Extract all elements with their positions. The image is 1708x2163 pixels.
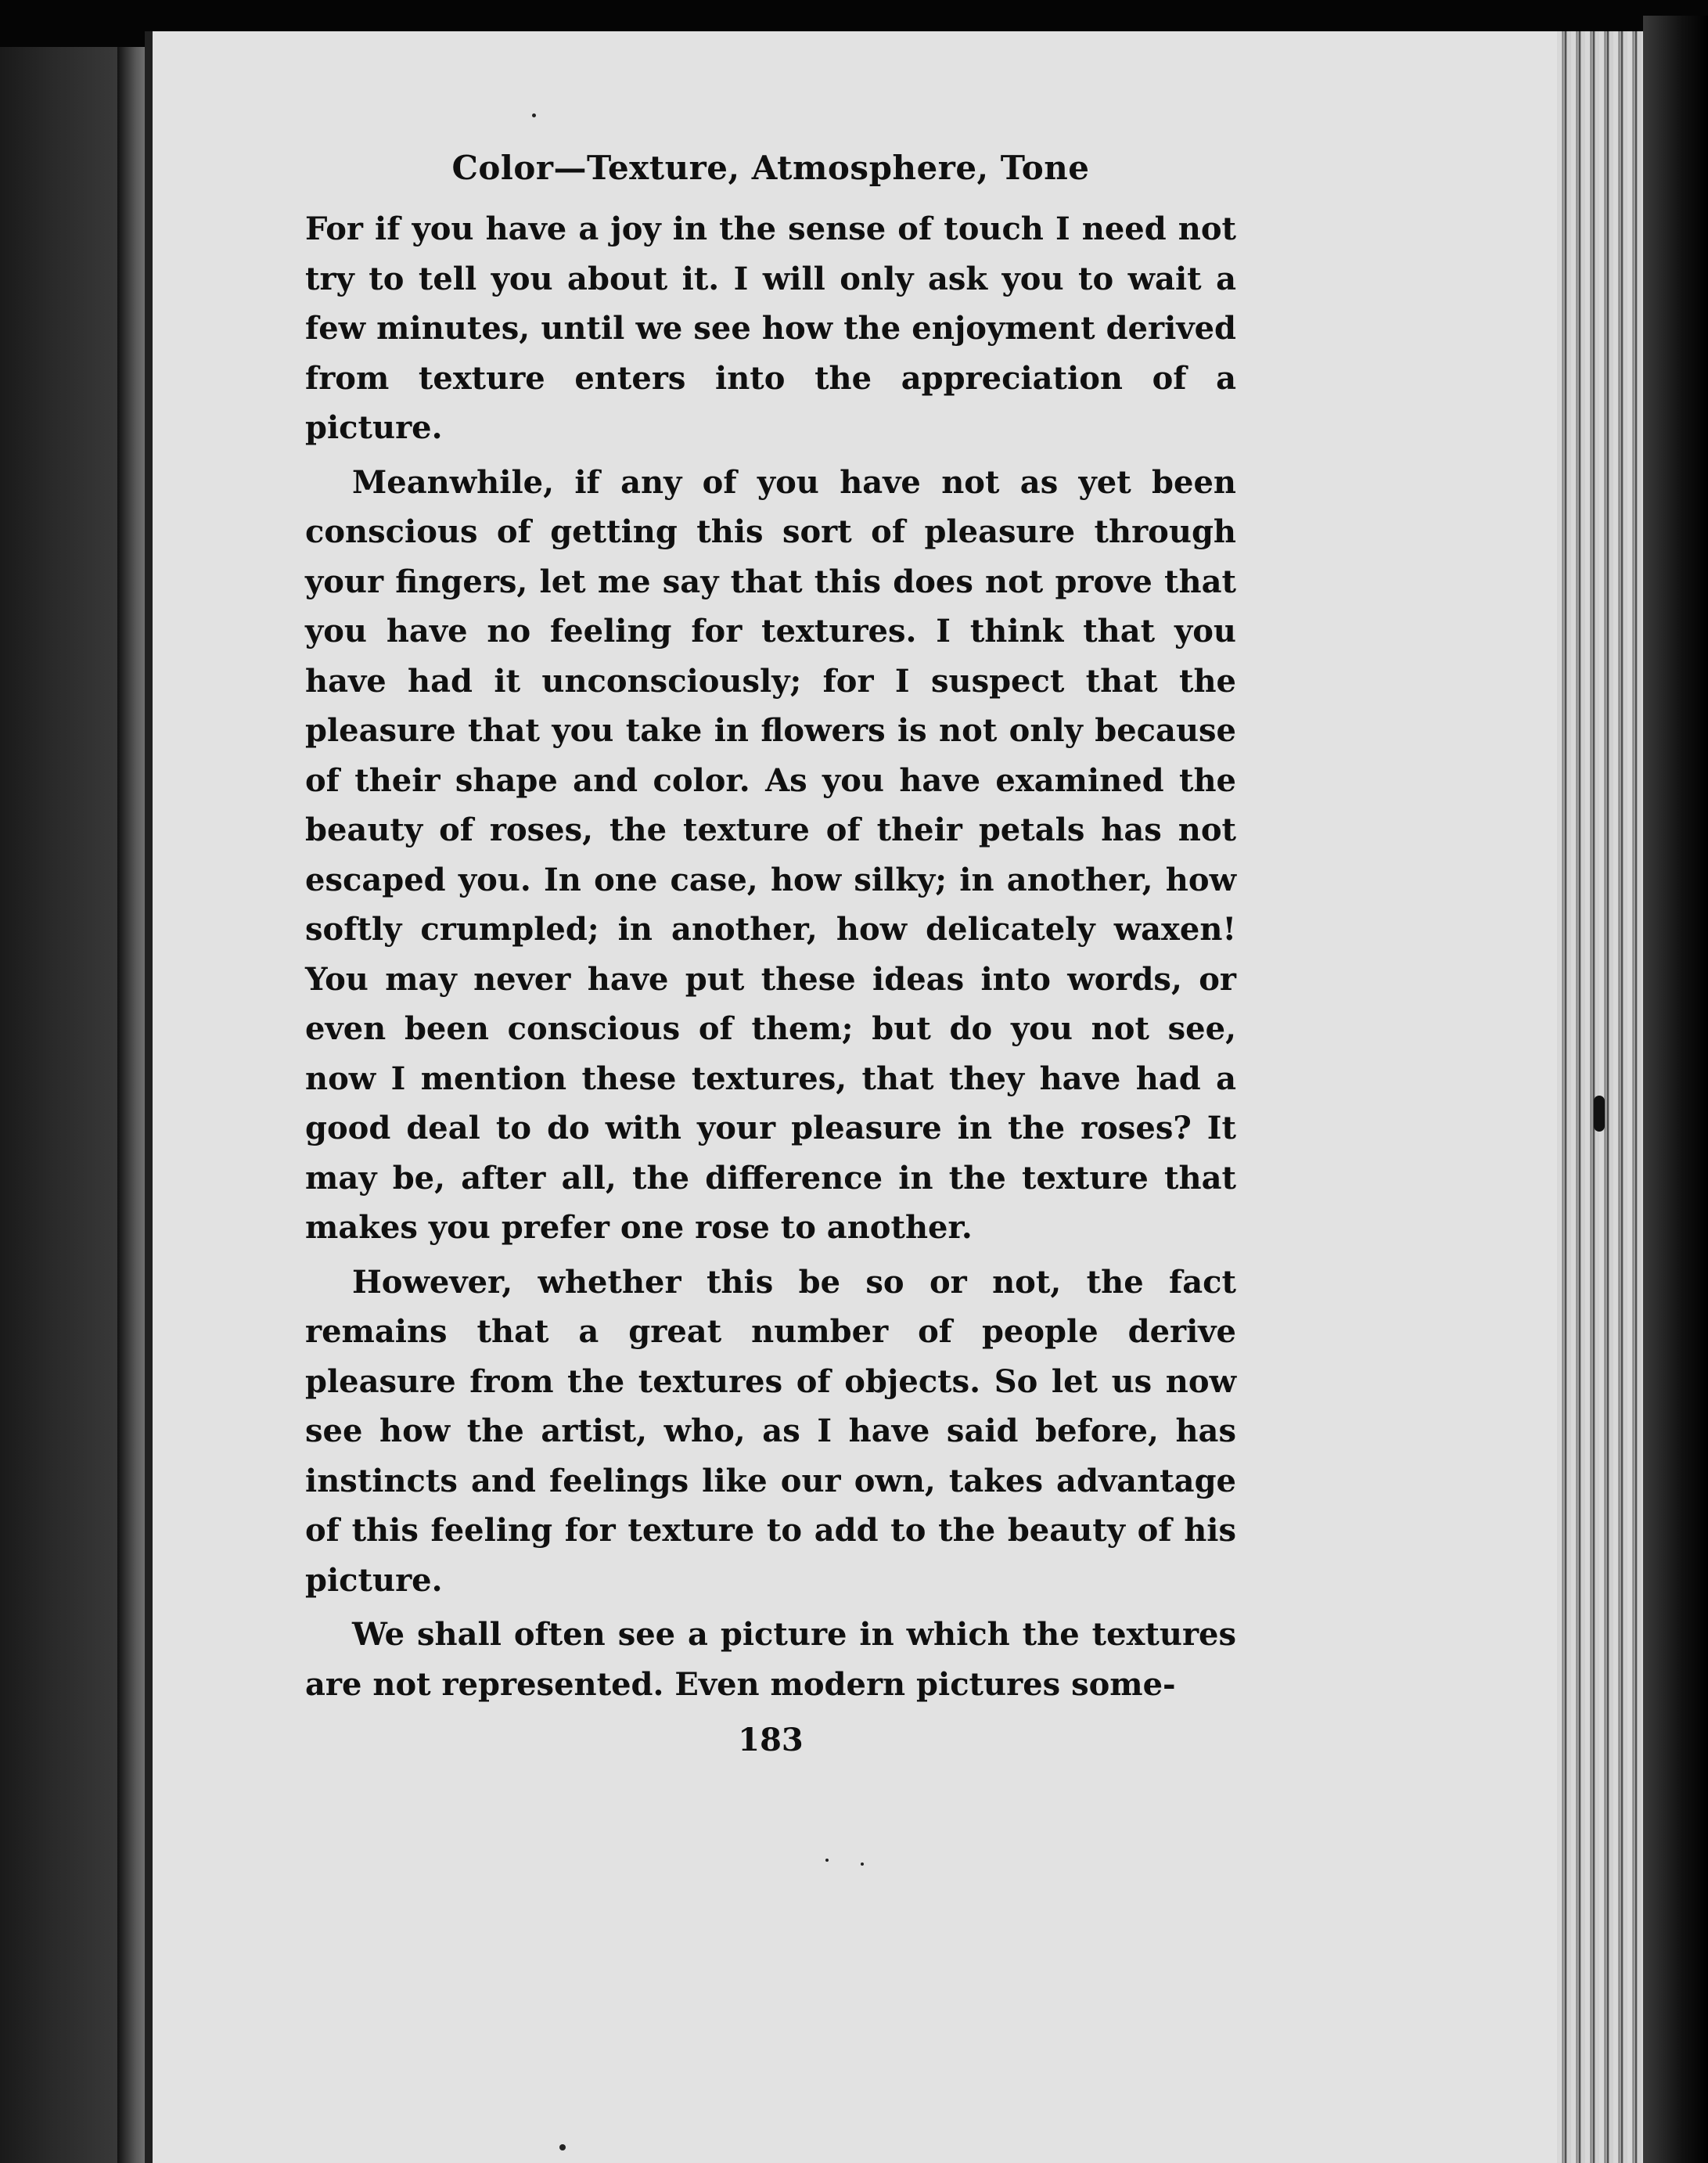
paragraph-4: We shall often see a picture in which the textures are not represented. Even modern pictures some- xyxy=(305,1616,1236,1703)
edge-blot xyxy=(1594,1096,1605,1132)
paragraph-2: Meanwhile, if any of you have not as yet been conscious of getting this sort of pleasure through your fingers, let me say that this does not prove that you have no feeling for textures. I think that you have had it unconsciously; for I suspect that the pleasure that you take in flowers is not only because of their shape and color. As you have examined the beauty of roses, the texture of their petals has not escaped you. In one case, how silky; in another, how softly crumpled; in another, how delicately waxen! You may never have put these ideas into words, or even been conscious of them; but do you not see, now I mention these textures, that they have had a good deal to do with your pleasure in the roses? It may be, after all, the difference in the texture that makes you prefer one rose to another. xyxy=(305,463,1236,1246)
running-head: Color—Texture, Atmosphere, Tone xyxy=(451,149,1090,187)
dust-speck xyxy=(532,113,536,117)
page-text xyxy=(305,149,1236,1758)
dust-speck xyxy=(559,2144,566,2150)
book-cover-edge xyxy=(1643,16,1708,2163)
dust-speck xyxy=(825,1859,829,1862)
facing-page-edge xyxy=(0,47,137,2163)
dust-speck xyxy=(861,1862,864,1866)
paragraph-3: However, whether this be so or not, the fact remains that a great number of people derive pleasure from the textures of objects. So let us now see how the artist, who, as I have said before, has instincts and feelings like our own, takes advantage of this feeling for texture to add to the beauty of his picture. xyxy=(305,1263,1236,1599)
gutter-shadow xyxy=(117,47,149,2163)
paragraph-1: For if you have a joy in the sense of touch I need not try to tell you about it. I will only ask you to wait a few minutes, until we see how the enjoyment derived from texture enters into the appreciation of a picture. xyxy=(305,211,1236,446)
page-number: 183 xyxy=(738,1722,804,1758)
page-stack-edges xyxy=(1557,31,1651,2163)
